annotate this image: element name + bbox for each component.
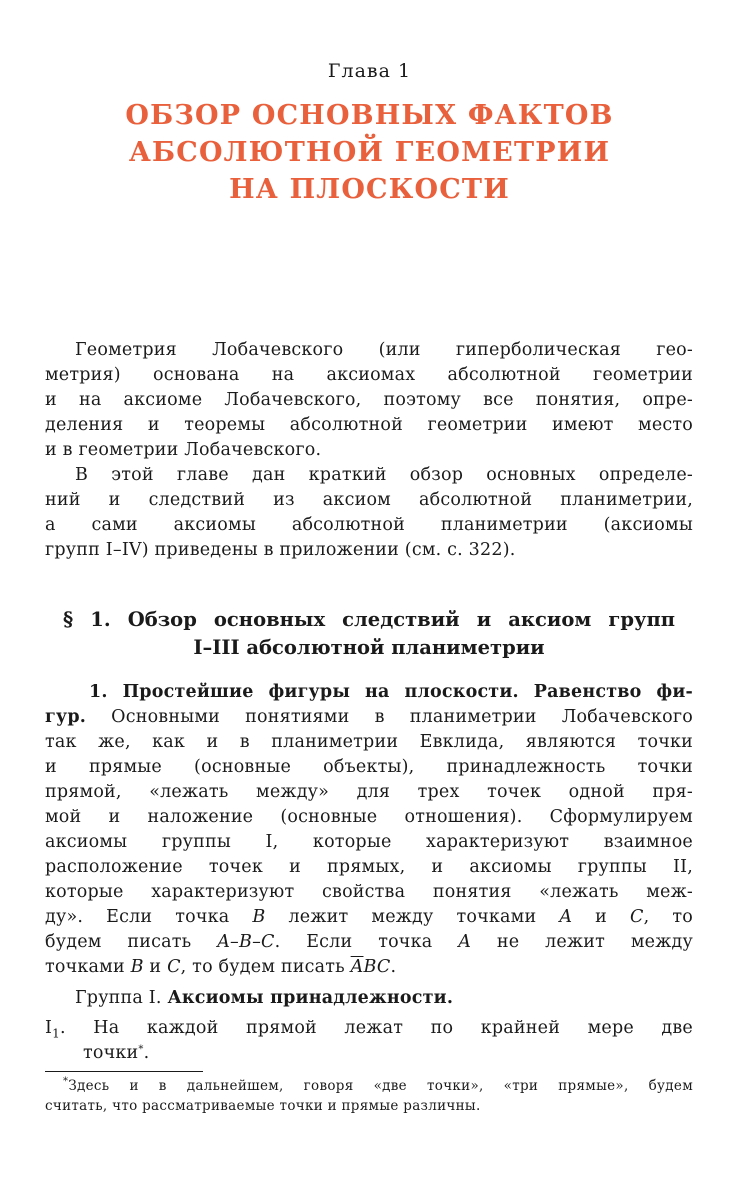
text-line — [45, 905, 693, 930]
section-heading-line: § 1. Обзор основных следствий и аксиом групп — [63, 608, 675, 631]
text-line: ний и следствий из аксиом абсолютной планиметрии, — [45, 490, 693, 510]
section-heading — [45, 606, 693, 662]
text-line: деления и теоремы абсолютной геометрии имеют место — [45, 415, 693, 435]
chapter-title-line: ОБЗОР ОСНОВНЫХ ФАКТОВ — [125, 100, 614, 131]
math-var: A — [559, 907, 573, 927]
math-var: A — [458, 932, 472, 952]
chapter-title-line: НА ПЛОСКОСТИ — [229, 174, 510, 205]
footnote-line — [45, 1076, 693, 1096]
text-line: и в геометрии Лобачевского. — [45, 440, 322, 460]
intro-text — [45, 338, 693, 563]
math-var: B — [252, 907, 266, 927]
group-1-heading — [45, 986, 693, 1011]
text-line: Геометрия Лобачевского (или гиперболическая гео- — [75, 340, 693, 360]
footnote-divider — [45, 1071, 203, 1072]
text-span: ду». Если точка — [45, 907, 253, 927]
chapter-title-line: АБСОЛЮТНОЙ ГЕОМЕТРИИ — [128, 137, 611, 168]
text-line: прямой, «лежать между» для трех точек одной пря- — [45, 782, 693, 802]
paragraph-heading-end: гур. — [45, 707, 87, 727]
text-line — [45, 1016, 693, 1041]
paragraph-simplest-figures — [45, 680, 693, 980]
footnote-mark: * — [63, 1076, 69, 1087]
footnote — [45, 1076, 693, 1116]
footnote-line: считать, что рассматриваемые точки и прямые различны. — [45, 1098, 481, 1114]
text-span: будем писать — [45, 932, 218, 952]
text-span: Здесь и в дальнейшем, говоря «две точки», «три прямые», будем — [68, 1078, 693, 1094]
chapter-label: Глава 1 — [327, 60, 412, 82]
footnote-mark: * — [138, 1044, 144, 1055]
axiom-subscript: 1 — [52, 1026, 60, 1041]
text-line — [45, 680, 693, 705]
paragraph-heading: 1. Простейшие фигуры на плоскости. Равенство фи- — [89, 682, 693, 702]
axiom-I1 — [45, 1016, 693, 1066]
text-line: В этой главе дан краткий обзор основных определе- — [75, 465, 693, 485]
text-span: и — [143, 957, 168, 977]
text-span: точками — [45, 957, 131, 977]
text-line — [45, 930, 693, 955]
text-line: которые характеризуют свойства понятия «лежать меж- — [45, 882, 693, 902]
math-var-overlined: $\overline{A}$ — [350, 957, 364, 977]
text-span: лежит между точками — [265, 907, 560, 927]
math-var: B — [130, 957, 144, 977]
axiom-id: I — [45, 1018, 53, 1038]
text-line: и прямые (основные объекты), принадлежность точки — [45, 757, 693, 777]
group-title: Аксиомы принадлежности. — [167, 988, 454, 1008]
text-span: . Если точка — [274, 932, 459, 952]
chapter-title — [0, 97, 739, 208]
text-span: , то будем писать — [180, 957, 351, 977]
math-expression: A–B–C — [217, 932, 275, 952]
text-line — [45, 1041, 693, 1066]
text-span: не лежит между — [471, 932, 694, 952]
text-line: так же, как и в планиметрии Евклида, являются точки — [45, 732, 693, 752]
group-label: Группа I. — [75, 988, 168, 1008]
text-line: метрия) основана на аксиомах абсолютной геометрии — [45, 365, 693, 385]
text-span: . На каждой прямой лежат по крайней мере две — [59, 1018, 693, 1038]
text-span: и — [572, 907, 631, 927]
text-line: аксиомы группы I, которые характеризуют взаимное — [45, 832, 693, 852]
text-line: и на аксиоме Лобачевского, поэтому все понятия, опре- — [45, 390, 693, 410]
math-var: BC — [363, 957, 391, 977]
text-line — [45, 705, 693, 730]
text-span: . — [143, 1043, 150, 1063]
text-line: а сами аксиомы абсолютной планиметрии (аксиомы — [45, 515, 693, 535]
text-line — [45, 986, 693, 1011]
math-var: C — [167, 957, 181, 977]
text-span: , то — [643, 907, 693, 927]
text-line: расположение точек и прямых, и аксиомы группы II, — [45, 857, 693, 877]
section-heading-line: I–III абсолютной планиметрии — [193, 636, 545, 659]
text-line: мой и наложение (основные отношения). Сформулируем — [45, 807, 693, 827]
text-span: . — [390, 957, 397, 977]
text-line: групп I–IV) приведены в приложении (см. с. 322). — [45, 540, 516, 560]
math-var: C — [630, 907, 644, 927]
text-span: Основными понятиями в планиметрии Лобачевского — [86, 707, 693, 727]
text-line — [45, 955, 693, 980]
text-span: точки — [83, 1043, 139, 1063]
